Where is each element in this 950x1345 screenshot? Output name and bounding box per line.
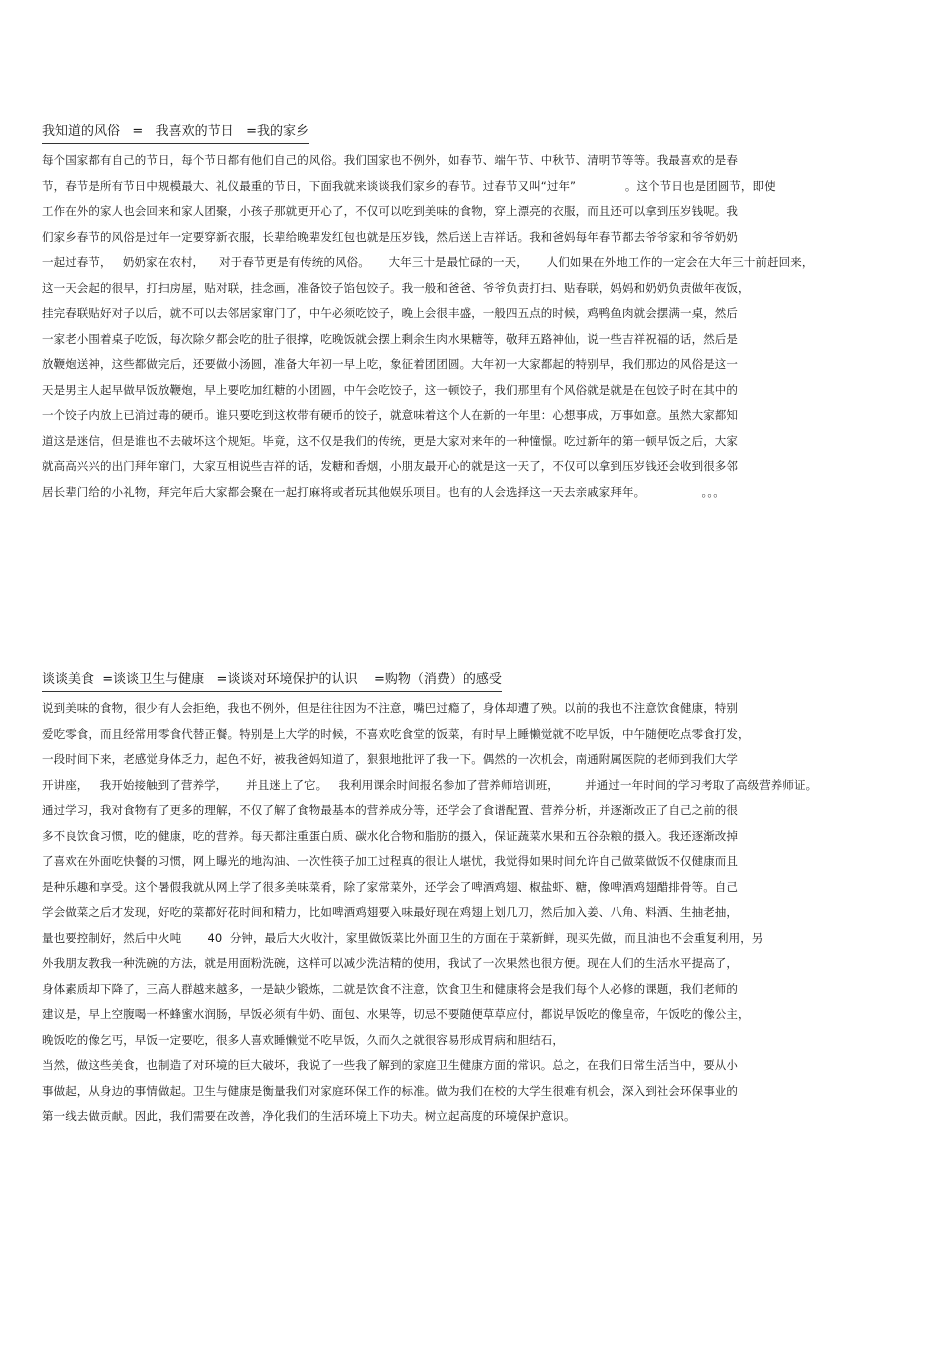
text-line: 事做起，从身边的事情做起。卫生与健康是衡量我们对家庭环保工作的标准。做为我们在校的大学生很难有机会，深入到社会环保事业的 [42,1083,738,1098]
text-line: 是种乐趣和享受。这个暑假我就从网上学了很多美味菜肴，除了家常菜外，还学会了啤酒鸡翅、椒盐虾、糖，像啤酒鸡翅醋排骨等。自己 [42,879,738,894]
section-body [42,148,902,505]
text-line: 一起过春节， 奶奶家在农村， 对于春节更是有传统的风俗。 大年三十是最忙碌的一天， 人们如果在外地工作的一定会在大年三十前赶回来， [42,255,814,269]
text-line: 这一天会起的很早，打扫房屋，贴对联，挂念画，准备饺子馅包饺子。我一般和爸爸、爷爷负责打扫、贴春联，妈妈和奶奶负责做年夜饭， [42,280,750,295]
text-line: 说到美味的食物，很少有人会拒绝，我也不例外，但是往往因为不注意，嘴巴过瘾了，身体却遭了殃。以前的我也不注意饮食健康，特别 [42,701,738,715]
text-line: 就高高兴兴的出门拜年窜门，大家互相说些吉祥的话，发糖和香烟，小朋友最开心的就是这一天了，不仅可以拿到压岁钱还会收到很多邻 [42,459,738,473]
text-line: 多不良饮食习惯，吃的健康，吃的营养。每天都注重蛋白质、碳水化合物和脂肪的摄入，保证蔬菜水果和五谷杂粮的摄入。我还逐渐改掉 [42,828,738,843]
text-line: 爱吃零食，而且经常用零食代替正餐。特别是上大学的时候，不喜欢吃食堂的饭菜，有时早上睡懒觉就不吃早饭，中午随便吃点零食打发， [42,726,750,741]
text-line: 天是男主人起早做早饭放鞭炮，早上要吃加红糖的小团圆，中午会吃饺子，这一顿饺子，我们那里有个风俗就是就是在包饺子时在其中的 [42,382,738,397]
section-heading: 谈谈美食 =谈谈卫生与健康 =谈谈对环境保护的认识 =购物（消费）的感受 [42,671,502,692]
text-line: 挂完春联贴好对子以后，就不可以去邻居家窜门了，中午必须吃饺子，晚上会很丰盛，一般四五点的时候，鸡鸭鱼肉就会摆满一桌，然后 [42,306,738,320]
text-line: 居长辈门给的小礼物，拜完年后大家都会聚在一起打麻将或者玩其他娱乐项目。也有的人会选择这一天去亲戚家拜年。 。。。 [42,484,725,499]
section-food-health [42,668,902,1130]
text-line: 一个饺子内放上已消过毒的硬币。谁只要吃到这枚带有硬币的饺子，就意味着这个人在新的一年里：心想事成，万事如意。虽然大家都知 [42,408,738,422]
text-line: 一段时间下来，老感觉身体乏力，起色不好，被我爸妈知道了，狠狠地批评了我一下。偶然的一次机会，南通附属医院的老师到我们大学 [42,752,738,766]
text-line: 第一线去做贡献。因此，我们需要在改善，净化我们的生活环境上下功夫。树立起高度的环境保护意识。 [42,1109,576,1123]
section-festival-customs [42,120,902,505]
text-line: 外我朋友教我一种洗碗的方法，就是用面粉洗碗，这样可以减少洗洁精的使用，我试了一次果然也很方便。现在人们的生活水平提高了， [42,956,738,970]
text-line: 工作在外的家人也会回来和家人团聚，小孩子那就更开心了，不仅可以吃到美味的食物，穿上漂亮的衣服，而且还可以拿到压岁钱呢。我 [42,204,738,218]
text-line: 当然，做这些美食，也制造了对环境的巨大破坏，我说了一些我了解到的家庭卫生健康方面的常识。总之，在我们日常生活当中，要从小 [42,1058,738,1072]
text-line: 道这是迷信，但是谁也不去破坏这个规矩。毕竟，这不仅是我们的传统，更是大家对来年的一种憧憬。吃过新年的第一顿早饭之后，大家 [42,433,738,448]
section-heading: 我知道的风俗 = 我喜欢的节日 =我的家乡 [42,123,309,144]
text-line: 一家老小围着桌子吃饭，每次除夕都会吃的肚子很撑，吃晚饭就会摆上剩余生肉水果糖等，敬拜五路神仙，说一些吉祥祝福的话，然后是 [42,331,738,346]
text-line: 每个国家都有自己的节日，每个节日都有他们自己的风俗。我们国家也不例外，如春节、端午节、中秋节、清明节等等。我最喜欢的是春 [42,153,738,167]
text-line: 量也要控制好，然后中火吨 40 分钟，最后大火收汁，家里做饭菜比外面卫生的方面在于菜新鲜，现买先做，而且油也不会重复利用，另 [42,930,764,945]
text-line: 建议是，早上空腹喝一杯蜂蜜水润肠，早饭必须有牛奶、面包、水果等，切忌不要随便草草应付，都说早饭吃的像皇帝，午饭吃的像公主， [42,1007,750,1021]
text-line: 通过学习，我对食物有了更多的理解，不仅了解了食物最基本的营养成分等，还学会了食谱配置、营养分析，并逐渐改正了自己之前的很 [42,803,738,817]
text-line: 身体素质却下降了，三高人群越来越多，一是缺少锻炼，二就是饮食不注意，饮食卫生和健康将会是我们每个人必修的课题，我们老师的 [42,981,738,996]
text-line: 晚饭吃的像乞丐，早饭一定要吃，很多人喜欢睡懒觉不吃早饭，久而久之就很容易形成胃病和胆结石， [42,1032,564,1047]
text-line: 们家乡春节的风俗是过年一定要穿新衣服，长辈给晚辈发红包也就是压岁钱，然后送上吉祥话。我和爸妈每年春节都去爷爷家和爷爷奶奶 [42,229,738,244]
text-line: 节，春节是所有节日中规模最大、礼仪最重的节日，下面我就来谈谈我们家乡的春节。过春节又叫“过年” 。这个节日也是团圆节，即使 [42,178,776,193]
text-line: 开讲座， 我开始接触到了营养学， 并且迷上了它。 我利用课余时间报名参加了营养师培训班， 并通过一年时间的学习考取了高级营养师证。 [42,777,818,792]
text-line: 了喜欢在外面吃快餐的习惯，网上曝光的地沟油、一次性筷子加工过程真的很让人堪忧，我觉得如果时间允许自己做菜做饭不仅健康而且 [42,854,738,868]
text-line: 放鞭炮送神，这些都做完后，还要做小汤圆，准备大年初一早上吃，象征着团团圆。大年初一大家都起的特别早，我们那边的风俗是这一 [42,357,738,371]
text-line: 学会做菜之后才发现，好吃的菜都好花时间和精力，比如啤酒鸡翅要入味最好现在鸡翅上划几刀，然后加入姜、八角、料酒、生抽老抽， [42,905,738,919]
section-body [42,696,902,1130]
